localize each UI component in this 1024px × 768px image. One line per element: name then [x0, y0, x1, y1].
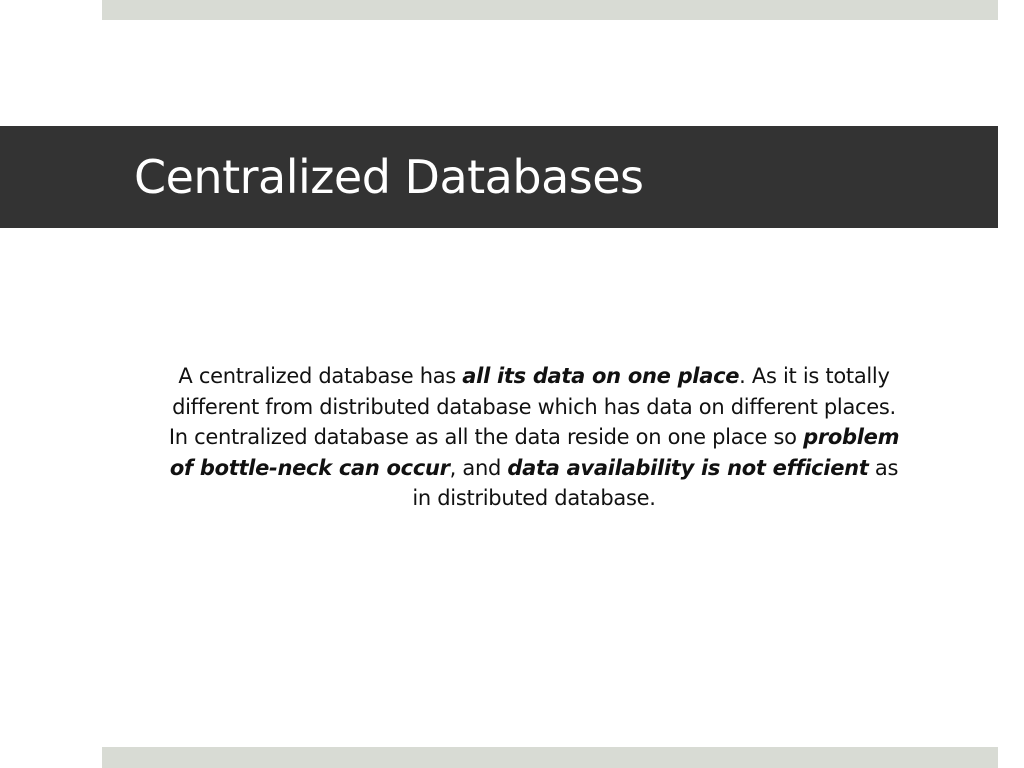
- emphasis-bottleneck: problem of bottle-neck can occur: [169, 425, 900, 480]
- emphasis-availability: data availability is not efficient: [507, 455, 869, 480]
- bottom-accent-band: [102, 747, 998, 768]
- top-accent-band: [102, 0, 998, 20]
- body-text-segment: as in distributed database.: [412, 455, 899, 510]
- slide-title: Centralized Databases: [134, 150, 644, 204]
- body-text-segment: . As it is totally different from distributed database which has data on different places. In centralized database as all the data reside on one place so: [168, 364, 896, 449]
- body-paragraph: [162, 361, 906, 514]
- body-text-segment: , and: [449, 455, 508, 480]
- body-text-segment: A centralized database has: [178, 364, 463, 388]
- emphasis-all-data-one-place: all its data on one place: [462, 364, 740, 388]
